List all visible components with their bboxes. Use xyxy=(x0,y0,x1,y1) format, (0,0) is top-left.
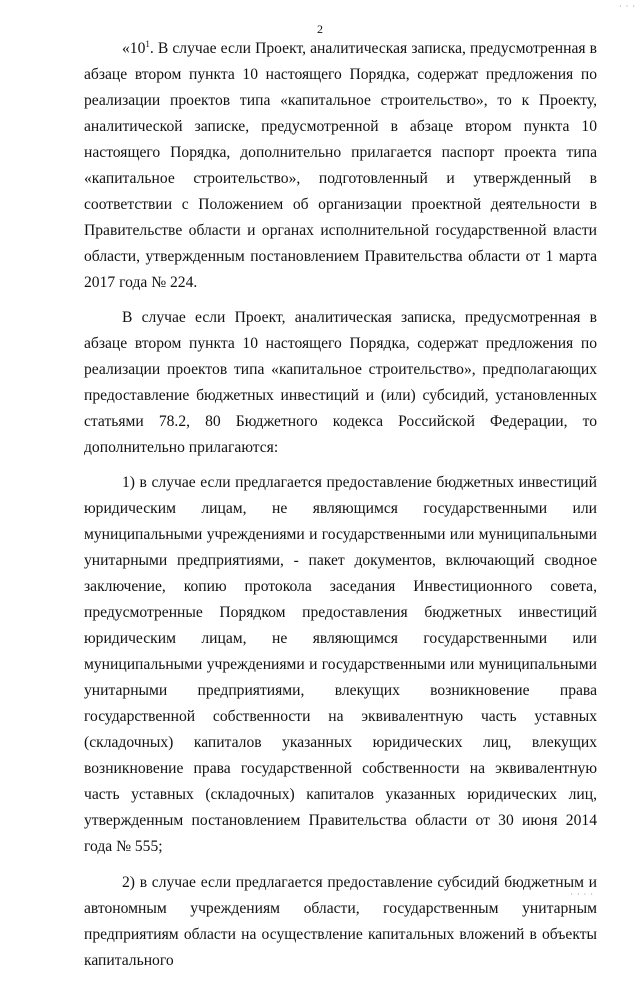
paragraph-3: 1) в случае если предлагается предоставление бюджетных инвестиций юридическим лицам, не являющимся государственными или муниципальными учреждениями и государственными или муниципальными унитарными предприятиями, - пакет документов, включающий сводное заключение, копию протокола заседания Инвестиционного совета, предусмотренные Порядком предоставления бюджетных инвестиций юридическим лицам, не являющимся государственными или муниципальными учреждениями и государственными или муниципальными унитарными предприятиями, влекущих возникновение права государственной собственности на эквивалентную часть уставных (складочных) капиталов указанных юридических лиц, влекущих возникновение права государственной собственности на эквивалентную часть уставных (складочных) капиталов указанных юридических лиц, утвержденным постановлением Правительства области от 30 июня 2014 года № 555; xyxy=(84,474,597,855)
scan-mark-top: · · · xyxy=(619,2,636,11)
paragraph-1-text: . В случае если Проект, аналитическая записка, предусмотренная в абзаце втором пункта 10 настоящего Порядка, содержат предложения по реализации проектов типа «капитальное строительство», то к Проекту, аналитической записке, предусмотренной в абзаце втором пункта 10 настоящего Порядка, дополнительно прилагается паспорт проекта типа «капитальное строительство», подготовленный и утвержденный в соответствии с Положением об организации проектной деятельности в Правительстве области и органах исполнительной государственной власти области, утвержденным постановлением Правительства области от 1 марта 2017 года № 224. xyxy=(84,40,597,291)
paragraph-2: В случае если Проект, аналитическая записка, предусмотренная в абзаце втором пункта 10 настоящего Порядка, содержат предложения по реализации проектов типа «капитальное строительство», предполагающих предоставление бюджетных инвестиций и (или) субсидий, установленных статьями 78.2, 80 Бюджетного кодекса Российской Федерации, то дополнительно прилагаются: xyxy=(84,309,597,456)
scan-mark-bottom: · · · · xyxy=(570,890,594,899)
paragraph-4: 2) в случае если предлагается предоставление субсидий бюджетным и автономным учреждениям области, государственным унитарным предприятиям области на осуществление капитальных вложений в объекты капитального xyxy=(84,874,597,969)
document-body xyxy=(84,36,597,984)
paragraph-1-lead: «10 xyxy=(122,40,146,57)
paragraph-1-superscript: 1 xyxy=(145,39,150,49)
paragraph-1 xyxy=(84,36,597,296)
page-number: 2 xyxy=(317,22,323,36)
